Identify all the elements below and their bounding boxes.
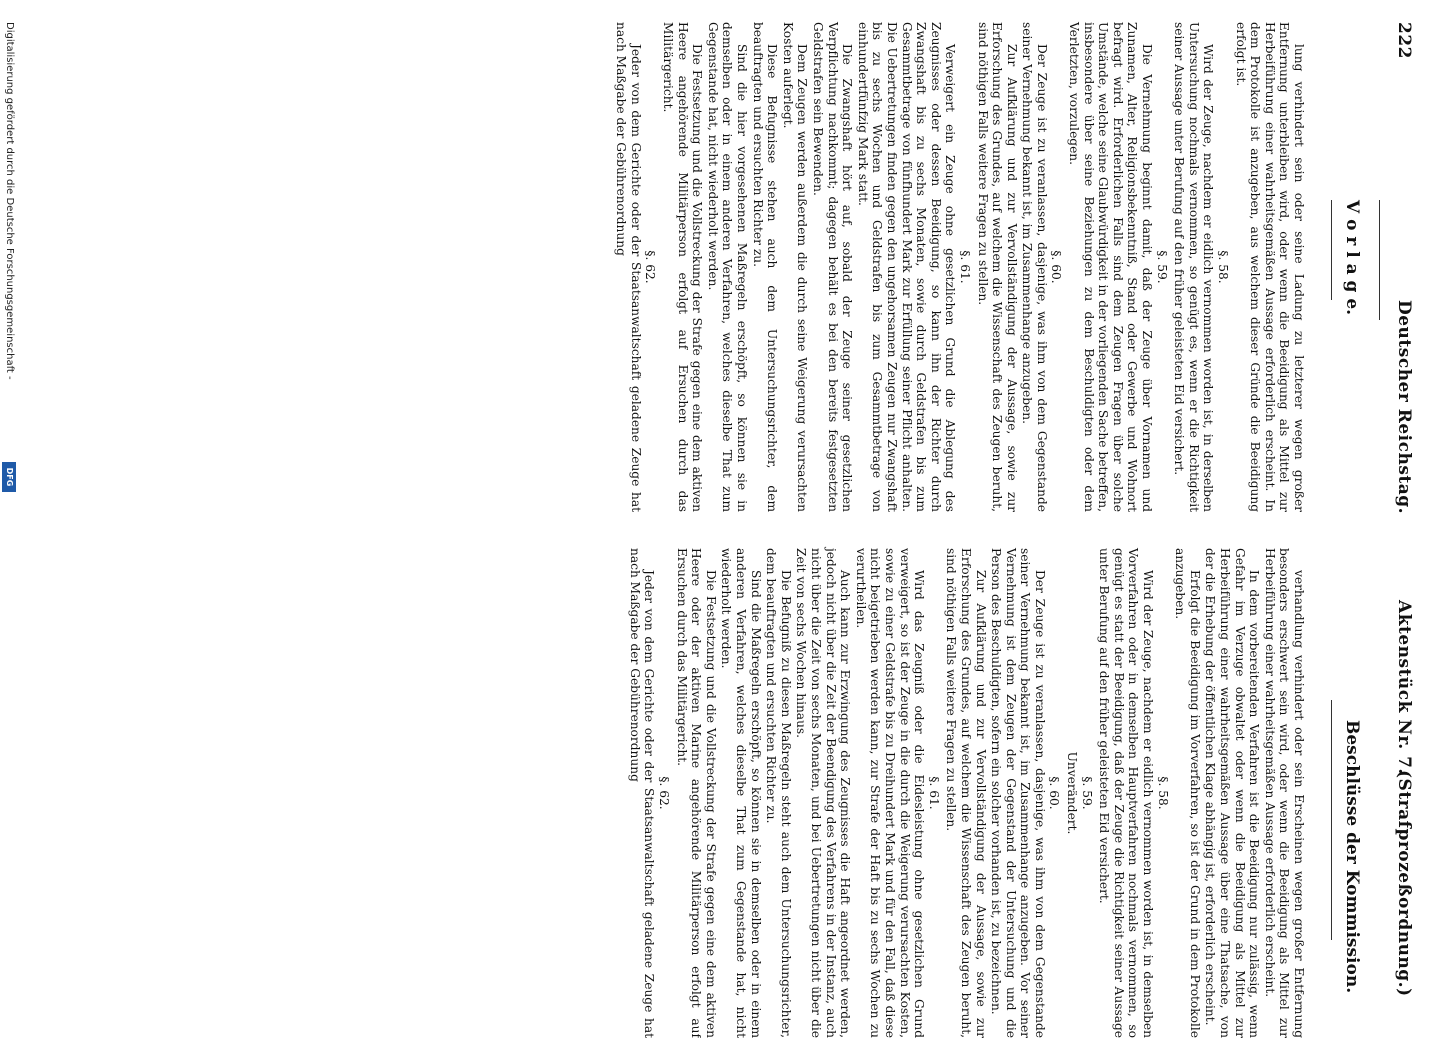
document-subject: (Strafprozeßordnung.) bbox=[1394, 770, 1414, 997]
section-heading: §. 62. bbox=[643, 250, 658, 284]
page-number: 222 bbox=[1394, 22, 1414, 59]
paragraph: Die Festsetzung und die Vollstreckung der Strafe gegen eine dem aktiven Heere oder der aktiven Marine angehörende Militärperson erfolgt auf Ersuchen durch das Militärgericht. bbox=[674, 548, 718, 1038]
paragraph: Diese Befugnisse stehen auch dem Untersuchungsrichter, dem beauftragten und ersuchten Richter zu. bbox=[750, 22, 780, 512]
publication-title: Deutscher Reichstag. bbox=[1394, 300, 1414, 515]
section-heading: §. 61. bbox=[926, 776, 941, 810]
digitization-credit: Digitalisierung gefördert durch die Deutsche Forschungsgemeinschaft - bbox=[4, 22, 15, 380]
section-heading: §. 60. bbox=[1049, 250, 1064, 284]
header-rule-left bbox=[1379, 200, 1380, 320]
title-rule-left bbox=[1331, 200, 1332, 300]
right-column-title: Beschlüsse der Kommission. bbox=[1342, 720, 1362, 994]
paragraph: Zur Aufklärung und zur Vervollständigung der Aussage, sowie zur Erforschung des Grundes, auf welchem die Wissenschaft des Zeugen beruht, sind nöthigen Falls weitere Fragen zu stellen. bbox=[944, 548, 988, 1038]
paragraph: In dem vorbereitenden Verfahren ist die Beeidigung nur zulässig, wenn Gefahr im Verzuge obwaltet oder wenn die Beeidigung als Mittel zur Herbeiführung einer wahrheitsgemäßen Aussage über eine Thatsache, von der die Erhebung der öffentlichen Klage abhängig ist, erforderlich erscheint. bbox=[1203, 548, 1262, 1038]
paragraph: Der Zeuge ist zu veranlassen, dasjenige, was ihm von dem Gegenstande seiner Vernehmung bekannt ist, im Zusammenhange anzugeben. bbox=[1020, 22, 1049, 512]
paragraph: Verweigert ein Zeuge ohne gesetzlichen Grund die Ablegung des Zeugnisses oder dessen Beeidigung, so kann ihn der Richter durch Zwangshaft bis zu sechs Monaten, sowie durch Geldstrafen bis zum Gesammtbetrage von fünfhundert Mark zur Erfüllung seiner Pflicht anhalten. Die Uebertretungen finden gegen den ungehorsamen Zeugen nur Zwangshaft bis zu sechs Wochen und Geldstrafen bis zum Gesammtbetrage von einhundertfünfzig Mark statt. bbox=[855, 22, 958, 512]
paragraph: lung verhindert sein oder seine Ladung zu letzterer wegen großer Entfernung unterbleiben wird, oder wenn die Beeidigung als Mittel zur Herbeiführung einer wahrheitsgemäßen Aussage erforderlich erscheint. In dem Protokolle ist anzugeben, aus welchem dieser Gründe die Beeidigung erfolgt ist. bbox=[1233, 22, 1306, 512]
paragraph: Wird der Zeuge, nachdem er eidlich vernommen worden ist, in derselben Untersuchung nochmals vernommen, so genügt es, wenn er die Richtigkeit seiner Aussage unter Berufung auf den früher geleisteten Eid versichert. bbox=[1172, 22, 1216, 512]
section-heading: §. 59. bbox=[1154, 250, 1169, 284]
section-heading: §. 62. bbox=[657, 776, 672, 810]
paragraph: Wird der Zeuge, nachdem er eidlich vernommen worden ist, in demselben Vorverfahren oder in demselben Hauptverfahren nochmals vernommen, so genügt es statt der Beeidigung, daß der Zeuge die Richtigkeit seiner Aussage unter Berufung auf den früher geleisteten Eid versichert. bbox=[1097, 548, 1156, 1038]
paragraph: Sind die Maßregeln erschöpft, so können sie in demselben oder in einem anderen Verfahren, welches dieselbe That zum Gegenstande hat, nicht wiederholt werden. bbox=[719, 548, 763, 1038]
section-heading: §. 58. bbox=[1216, 250, 1231, 284]
left-column-title: V o r l a g e. bbox=[1342, 200, 1362, 316]
title-rule-right bbox=[1331, 700, 1332, 940]
left-column bbox=[613, 22, 1306, 512]
paragraph: Wird das Zeugniß oder die Eidesleistung ohne gesetzlichen Grund verweigert, so ist der Zeuge in die durch die Weigerung verursachten Kosten, sowie zu einer Geldstrafe bis zu Dreihundert Mark und für den Fall, daß diese nicht beigetrieben werden kann, zur Strafe der Haft bis zu sechs Wochen zu verurtheilen. bbox=[853, 548, 927, 1038]
section-heading: §. 59. bbox=[1079, 776, 1094, 810]
section-heading: §. 60. bbox=[1047, 776, 1062, 810]
document-reference: Aktenstück Nr. 7. bbox=[1394, 600, 1414, 775]
paragraph: Die Zwangshaft hört auf, sobald der Zeuge seiner gesetzlichen Verpflichtung nachkommt; dagegen behält es bei den bereits festgesetzten Geldstrafen sein Bewenden. bbox=[811, 22, 855, 512]
paragraph: verhandlung verhindert oder sein Erscheinen wegen großer Entfernung besonders erschwert sein wird, oder wenn die Beeidigung als Mittel zur Herbeiführung einer wahrheitsgemäßen Aussage erforderlich erscheint. bbox=[1262, 548, 1306, 1038]
paragraph: Der Zeuge ist zu veranlassen, dasjenige, was ihm von dem Gegenstande seiner Vernehmung bekannt ist, im Zusammenhange anzugeben. Vor seiner Vernehmung ist dem Zeugen der Gegenstand der Untersuchung und die Person des Beschuldigten, sofern ein solcher vorhanden ist, zu bezeichnen. bbox=[989, 548, 1047, 1038]
paragraph: Die Befugniß zu diesen Maßregeln steht auch dem Untersuchungsrichter, dem beauftragten und ersuchten Richter zu. bbox=[764, 548, 793, 1038]
paragraph: Dem Zeugen werden außerdem die durch seine Weigerung verursachten Kosten auferlegt. bbox=[780, 22, 810, 512]
paragraph: Sind die hier vorgesehenen Maßregeln erschöpft, so können sie in demselben oder in einem anderen Verfahren, welches dieselbe That zum Gegenstande hat, nicht wiederholt werden. bbox=[705, 22, 750, 512]
unchanged-note: Unverändert. bbox=[1065, 751, 1080, 835]
section-heading: §. 61. bbox=[957, 250, 972, 284]
paragraph: Jeder von dem Gerichte oder der Staatsanwaltschaft geladene Zeuge hat nach Maßgabe der Gebührenordnung bbox=[614, 22, 643, 512]
paragraph: Jeder von dem Gerichte oder der Staatsanwaltschaft geladene Zeuge hat nach Maßgabe der Gebührenordnung bbox=[627, 548, 657, 1038]
dfg-logo: DFG bbox=[2, 462, 16, 492]
paragraph: Die Vernehmung beginnt damit, daß der Zeuge über Vornamen und Zunamen, Alter, Religionsbekenntniß, Stand oder Gewerbe und Wohnort befragt wird. Erforderlichen Falls sind dem Zeugen Fragen über solche Umstände, welche seine Glaubwürdigkeit in der vorliegenden Sache betreffen, insbesondere über seine Beziehungen zu dem Beschuldigten oder dem Verletzten, vorzulegen. bbox=[1067, 22, 1155, 512]
right-column bbox=[626, 548, 1306, 1038]
paragraph: Zur Aufklärung und zur Vervollständigung der Aussage, sowie zur Erforschung des Grundes, auf welchem die Wissenschaft des Zeugen beruht, sind nöthigen Falls weitere Fragen zu stellen. bbox=[975, 22, 1019, 512]
paragraph: Erfolgt die Beeidigung im Vorverfahren, so ist der Grund in dem Protokolle anzugeben. bbox=[1173, 548, 1202, 1038]
paragraph: Auch kann zur Erzwingung des Zeugnisses die Haft angeordnet werden, jedoch nicht über die Zeit der Beendigung des Verfahrens in der Instanz, auch nicht über die Zeit von sechs Monaten, und bei Uebertretungen nicht über die Zeit von sechs Wochen hinaus. bbox=[794, 548, 853, 1038]
section-heading: §. 58. bbox=[1155, 776, 1170, 810]
paragraph: Die Festsetzung und die Vollstreckung der Strafe gegen eine dem aktiven Heere angehörende Militärperson erfolgt auf Ersuchen durch das Militärgericht. bbox=[661, 22, 705, 512]
